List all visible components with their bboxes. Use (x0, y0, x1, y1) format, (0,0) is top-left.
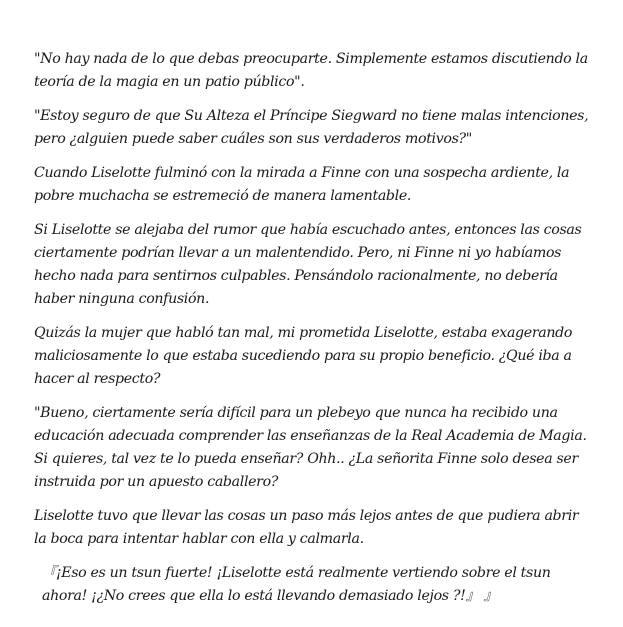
paragraph-1: "No hay nada de lo que debas preocuparte. Simplemente estamos discutiendo la teoría de la magia en un patio público". (34, 51, 588, 90)
document-body (34, 48, 590, 619)
paragraph-3: Cuando Liselotte fulminó con la mirada a Finne con una sospecha ardiente, la pobre muchacha se estremeció de manera lamentable. (34, 165, 570, 204)
paragraph-8: 『¡Eso es un tsun fuerte! ¡Liselotte está realmente vertiendo sobre el tsun ahora! ¡¿No crees que ella lo está llevando demasiado lejos ?!』 』 (42, 565, 551, 604)
paragraph-6: "Bueno, ciertamente sería difícil para un plebeyo que nunca ha recibido una educación adecuada comprender las enseñanzas de la Real Academia de Magia. Si quieres, tal vez te lo pueda enseñar? Ohh.. ¿La señorita Finne solo desea ser instruida por un apuesto caballero? (34, 405, 587, 490)
paragraph-5: Quizás la mujer que habló tan mal, mi prometida Liselotte, estaba exagerando maliciosamente lo que estaba sucediendo para su propio beneficio. ¿Qué iba a hacer al respecto? (34, 325, 573, 387)
paragraph-4: Si Liselotte se alejaba del rumor que había escuchado antes, entonces las cosas ciertamente podrían llevar a un malentendido. Pero, ni Finne ni yo habíamos hecho nada para sentirnos culpables. Pensándolo racionalmente, no debería haber ninguna confusión. (34, 222, 582, 307)
paragraph-7: Liselotte tuvo que llevar las cosas un paso más lejos antes de que pudiera abrir la boca para intentar hablar con ella y calmarla. (34, 508, 579, 547)
paragraph-2: "Estoy seguro de que Su Alteza el Príncipe Siegward no tiene malas intenciones, pero ¿alguien puede saber cuáles son sus verdaderos motivos?" (34, 108, 589, 147)
